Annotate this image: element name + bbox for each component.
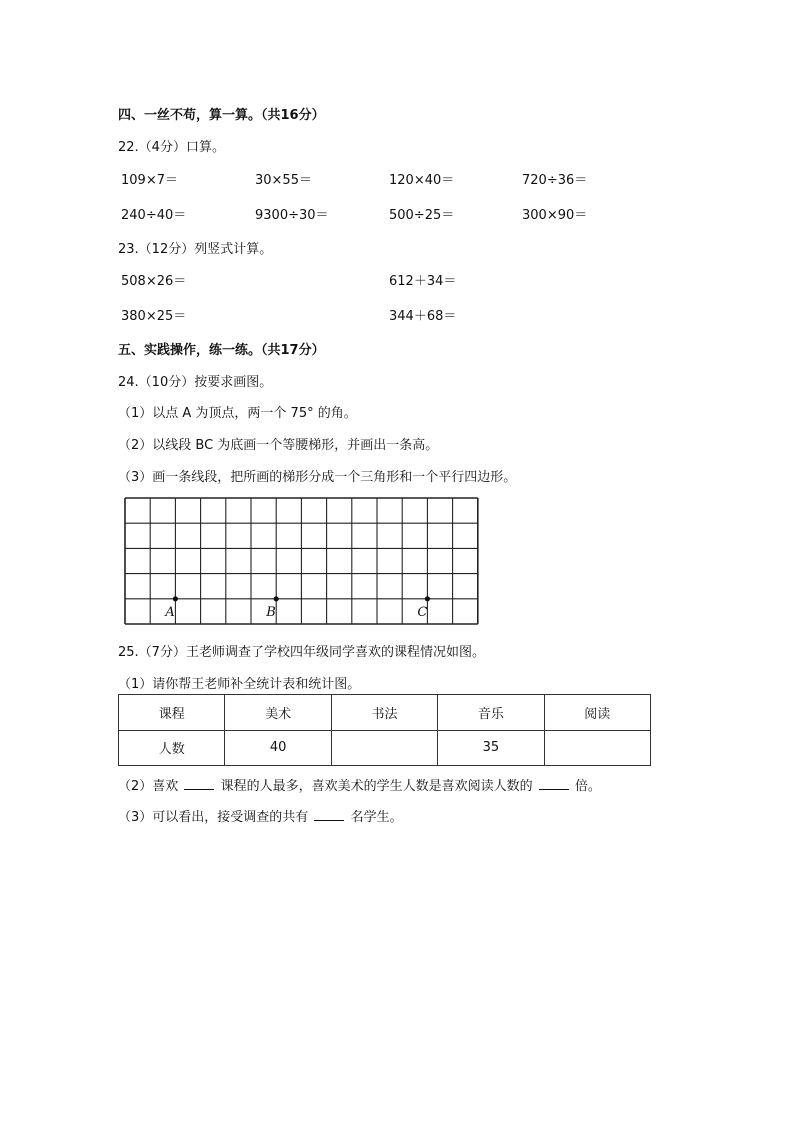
table-cell: 音乐 bbox=[438, 695, 544, 731]
grid-point-b bbox=[274, 596, 279, 601]
grid-point-c bbox=[425, 596, 430, 601]
q25-sub2 bbox=[118, 775, 601, 794]
q22-item: 300×90＝ bbox=[522, 208, 588, 223]
q25-title: 25.（7分）王老师调查了学校四年级同学喜欢的课程情况如图。 bbox=[118, 645, 485, 660]
q25-sub3-prefix: （3）可以看出，接受调查的共有 bbox=[118, 810, 309, 825]
q22-item: 30×55＝ bbox=[255, 173, 312, 188]
grid-point-label: C bbox=[417, 604, 428, 620]
q22-title: 22.（4分）口算。 bbox=[118, 140, 225, 155]
table-cell: 课程 bbox=[119, 695, 225, 731]
grid-svg bbox=[124, 497, 480, 625]
table-header-row bbox=[119, 695, 651, 731]
q25-sub2-middle: 课程的人最多，喜欢美术的学生人数是喜欢阅读人数的 bbox=[220, 779, 533, 794]
table-cell bbox=[544, 730, 650, 766]
grid-point-a bbox=[173, 596, 178, 601]
section5-heading: 五、实践操作，练一练。（共17分） bbox=[118, 343, 325, 358]
table-cell: 40 bbox=[225, 730, 331, 766]
table-cell: 人数 bbox=[119, 730, 225, 766]
q25-sub2-suffix: 倍。 bbox=[574, 779, 601, 794]
grid-point-label: A bbox=[165, 604, 175, 620]
q23-item: 344＋68＝ bbox=[389, 309, 457, 324]
grid-point-label: B bbox=[266, 604, 276, 620]
table-cell bbox=[331, 730, 437, 766]
q23-title: 23.（12分）列竖式计算。 bbox=[118, 242, 273, 257]
q25-sub3 bbox=[118, 806, 403, 825]
answer-blank[interactable] bbox=[539, 777, 569, 790]
q22-item: 109×7＝ bbox=[121, 173, 178, 188]
answer-blank[interactable] bbox=[314, 808, 344, 821]
q24-sub1: （1）以点 A 为顶点，两一个 75° 的角。 bbox=[118, 406, 357, 421]
q24-title: 24.（10分）按要求画图。 bbox=[118, 375, 273, 390]
q22-item: 9300÷30＝ bbox=[255, 208, 329, 223]
table-cell: 35 bbox=[438, 730, 544, 766]
q24-sub3: （3）画一条线段，把所画的梯形分成一个三角形和一个平行四边形。 bbox=[118, 470, 517, 485]
table-cell: 书法 bbox=[331, 695, 437, 731]
q22-item: 240÷40＝ bbox=[121, 208, 187, 223]
q25-sub1: （1）请你帮王老师补全统计表和统计图。 bbox=[118, 677, 361, 692]
table-row bbox=[119, 730, 651, 766]
q23-item: 508×26＝ bbox=[121, 274, 187, 289]
q22-item: 720÷36＝ bbox=[522, 173, 588, 188]
answer-blank[interactable] bbox=[184, 777, 214, 790]
q23-item: 612＋34＝ bbox=[389, 274, 457, 289]
table-cell: 美术 bbox=[225, 695, 331, 731]
q25-sub3-suffix: 名学生。 bbox=[350, 810, 403, 825]
section4-heading: 四、一丝不苟，算一算。（共16分） bbox=[118, 108, 325, 123]
q25-sub2-prefix: （2）喜欢 bbox=[118, 779, 179, 794]
dot-grid bbox=[124, 497, 480, 629]
q24-sub2: （2）以线段 BC 为底画一个等腰梯形，并画出一条高。 bbox=[118, 438, 439, 453]
q22-item: 120×40＝ bbox=[389, 173, 455, 188]
q23-item: 380×25＝ bbox=[121, 309, 187, 324]
table-cell: 阅读 bbox=[544, 695, 650, 731]
q22-item: 500÷25＝ bbox=[389, 208, 455, 223]
stats-table bbox=[118, 694, 651, 766]
